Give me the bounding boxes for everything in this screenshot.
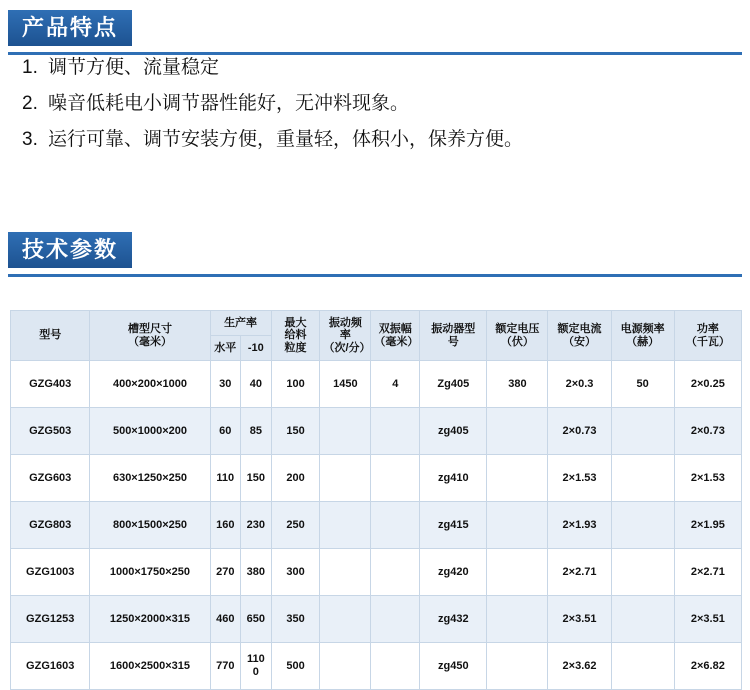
cell-power-frequency	[611, 596, 674, 643]
cell-rated-voltage	[487, 502, 548, 549]
table-row	[11, 361, 742, 408]
cell-double-amplitude	[371, 549, 420, 596]
cell-power: 2×6.82	[674, 643, 741, 690]
cell-trough-size: 1600×2500×315	[90, 643, 210, 690]
table-row	[11, 596, 742, 643]
col-header-power	[674, 311, 741, 361]
cell-rated-current: 2×0.3	[548, 361, 611, 408]
cell-model: GZG1603	[11, 643, 90, 690]
col-header-voltage-line1: 额定电压	[495, 322, 540, 335]
cell-double-amplitude	[371, 455, 420, 502]
cell-vibration-frequency: 1450	[320, 361, 371, 408]
cell-vibration-frequency	[320, 455, 371, 502]
cell-vibration-frequency	[320, 408, 371, 455]
cell-vibration-frequency	[320, 596, 371, 643]
table-row	[11, 502, 742, 549]
table-header-row-1	[11, 311, 742, 336]
cell-power-frequency	[611, 455, 674, 502]
cell-vibration-frequency	[320, 549, 371, 596]
cell-capacity-incline: 150	[241, 455, 272, 502]
cell-capacity-incline: 1100	[241, 643, 272, 690]
cell-vibrator-model: zg432	[420, 596, 487, 643]
cell-rated-current: 2×3.51	[548, 596, 611, 643]
cell-model: GZG603	[11, 455, 90, 502]
cell-model: GZG803	[11, 502, 90, 549]
cell-rated-voltage	[487, 455, 548, 502]
cell-power: 2×1.53	[674, 455, 741, 502]
col-header-trough-size	[90, 311, 210, 361]
table-body	[11, 361, 742, 690]
col-header-vibrator-line1: 振动器型	[431, 322, 476, 335]
col-header-trough-size-line2: （毫米）	[127, 335, 172, 348]
col-header-rated-voltage	[487, 311, 548, 361]
cell-power: 2×1.95	[674, 502, 741, 549]
cell-max-feed: 300	[271, 549, 320, 596]
table-row	[11, 549, 742, 596]
cell-double-amplitude: 4	[371, 361, 420, 408]
cell-capacity-horizontal: 30	[210, 361, 241, 408]
cell-rated-current: 2×0.73	[548, 408, 611, 455]
cell-capacity-horizontal: 60	[210, 408, 241, 455]
list-item-number: 2.	[22, 93, 38, 114]
cell-rated-voltage	[487, 643, 548, 690]
cell-power-frequency	[611, 408, 674, 455]
list-item-text: 调节方便、流量稳定	[48, 57, 220, 78]
cell-capacity-horizontal: 110	[210, 455, 241, 502]
cell-double-amplitude	[371, 502, 420, 549]
cell-rated-voltage	[487, 596, 548, 643]
col-header-trough-size-line1: 槽型尺寸	[127, 322, 172, 335]
cell-model: GZG1253	[11, 596, 90, 643]
cell-trough-size: 1000×1750×250	[90, 549, 210, 596]
list-item-number: 1.	[22, 57, 38, 78]
cell-double-amplitude	[371, 596, 420, 643]
cell-vibrator-model: Zg405	[420, 361, 487, 408]
section-title-features: 产品特点	[8, 10, 132, 46]
cell-rated-current: 2×2.71	[548, 549, 611, 596]
list-item	[22, 130, 732, 149]
cell-rated-voltage	[487, 408, 548, 455]
list-item-text: 运行可靠、调节安装方便，重量轻，体积小，保养方便。	[48, 129, 524, 150]
cell-trough-size: 630×1250×250	[90, 455, 210, 502]
cell-vibrator-model: zg420	[420, 549, 487, 596]
cell-vibrator-model: zg405	[420, 408, 487, 455]
cell-max-feed: 350	[271, 596, 320, 643]
cell-power-frequency	[611, 643, 674, 690]
cell-capacity-incline: 40	[241, 361, 272, 408]
col-header-vib-freq-line1: 振动频	[328, 316, 362, 329]
col-header-power-line1: 功率	[696, 322, 719, 335]
col-header-vib-freq-line3: （次/分）	[323, 341, 371, 354]
feature-list	[22, 58, 732, 166]
col-header-voltage-line2: （伏）	[500, 335, 534, 348]
section-title-specs: 技术参数	[8, 232, 132, 268]
cell-vibration-frequency	[320, 643, 371, 690]
col-header-power-freq-line2: （赫）	[626, 335, 660, 348]
cell-rated-current: 2×1.53	[548, 455, 611, 502]
list-item	[22, 58, 732, 77]
col-header-vibrator-line2: 号	[447, 335, 459, 348]
table-row	[11, 455, 742, 502]
cell-power: 2×0.73	[674, 408, 741, 455]
cell-rated-current: 2×1.93	[548, 502, 611, 549]
col-header-double-amplitude	[371, 311, 420, 361]
col-header-double-amp-line2: （毫米）	[374, 335, 419, 348]
cell-power: 2×2.71	[674, 549, 741, 596]
cell-trough-size: 500×1000×200	[90, 408, 210, 455]
table-row	[11, 408, 742, 455]
cell-rated-voltage	[487, 549, 548, 596]
cell-vibration-frequency	[320, 502, 371, 549]
list-item	[22, 94, 732, 113]
cell-rated-voltage: 380	[487, 361, 548, 408]
cell-double-amplitude	[371, 643, 420, 690]
cell-max-feed: 250	[271, 502, 320, 549]
cell-capacity-incline: 85	[241, 408, 272, 455]
cell-max-feed: 200	[271, 455, 320, 502]
col-header-max-feed	[271, 311, 320, 361]
cell-model: GZG1003	[11, 549, 90, 596]
specs-divider	[8, 274, 742, 277]
specs-table-wrapper	[10, 310, 742, 690]
col-header-power-freq-line1: 电源频率	[620, 322, 665, 335]
col-header-capacity: 生产率	[210, 311, 271, 336]
col-header-rated-current	[548, 311, 611, 361]
cell-max-feed: 500	[271, 643, 320, 690]
col-header-vibrator-model	[420, 311, 487, 361]
cell-model: GZG403	[11, 361, 90, 408]
col-header-double-amp-line1: 双振幅	[378, 322, 412, 335]
col-header-power-line2: （千瓦）	[685, 335, 730, 348]
col-header-vibration-frequency	[320, 311, 371, 361]
cell-capacity-horizontal: 270	[210, 549, 241, 596]
cell-max-feed: 150	[271, 408, 320, 455]
col-header-capacity-incline: -10	[241, 336, 272, 361]
col-header-capacity-horizontal: 水平	[210, 336, 241, 361]
cell-power-frequency	[611, 502, 674, 549]
table-row	[11, 643, 742, 690]
specs-table	[10, 310, 742, 690]
cell-capacity-horizontal: 770	[210, 643, 241, 690]
cell-power: 2×0.25	[674, 361, 741, 408]
list-item-text: 噪音低耗电小调节器性能好，无冲料现象。	[48, 93, 410, 114]
cell-power-frequency	[611, 549, 674, 596]
cell-power-frequency: 50	[611, 361, 674, 408]
col-header-model: 型号	[11, 311, 90, 361]
cell-trough-size: 400×200×1000	[90, 361, 210, 408]
list-item-number: 3.	[22, 129, 38, 150]
cell-capacity-horizontal: 460	[210, 596, 241, 643]
col-header-max-feed-line3: 粒度	[284, 341, 307, 354]
table-header	[11, 311, 742, 361]
col-header-current-line1: 额定电流	[557, 322, 602, 335]
cell-capacity-incline: 230	[241, 502, 272, 549]
cell-capacity-horizontal: 160	[210, 502, 241, 549]
cell-vibrator-model: zg410	[420, 455, 487, 502]
cell-capacity-incline: 380	[241, 549, 272, 596]
cell-double-amplitude	[371, 408, 420, 455]
col-header-power-frequency	[611, 311, 674, 361]
cell-trough-size: 1250×2000×315	[90, 596, 210, 643]
cell-power: 2×3.51	[674, 596, 741, 643]
cell-vibrator-model: zg450	[420, 643, 487, 690]
cell-trough-size: 800×1500×250	[90, 502, 210, 549]
col-header-current-line2: （安）	[563, 335, 597, 348]
col-header-max-feed-line1: 最大	[284, 316, 307, 329]
cell-vibrator-model: zg415	[420, 502, 487, 549]
col-header-vib-freq-line2: 率	[339, 329, 351, 342]
features-divider	[8, 52, 742, 55]
cell-capacity-incline: 650	[241, 596, 272, 643]
cell-rated-current: 2×3.62	[548, 643, 611, 690]
cell-max-feed: 100	[271, 361, 320, 408]
col-header-max-feed-line2: 给料	[284, 329, 307, 342]
cell-model: GZG503	[11, 408, 90, 455]
